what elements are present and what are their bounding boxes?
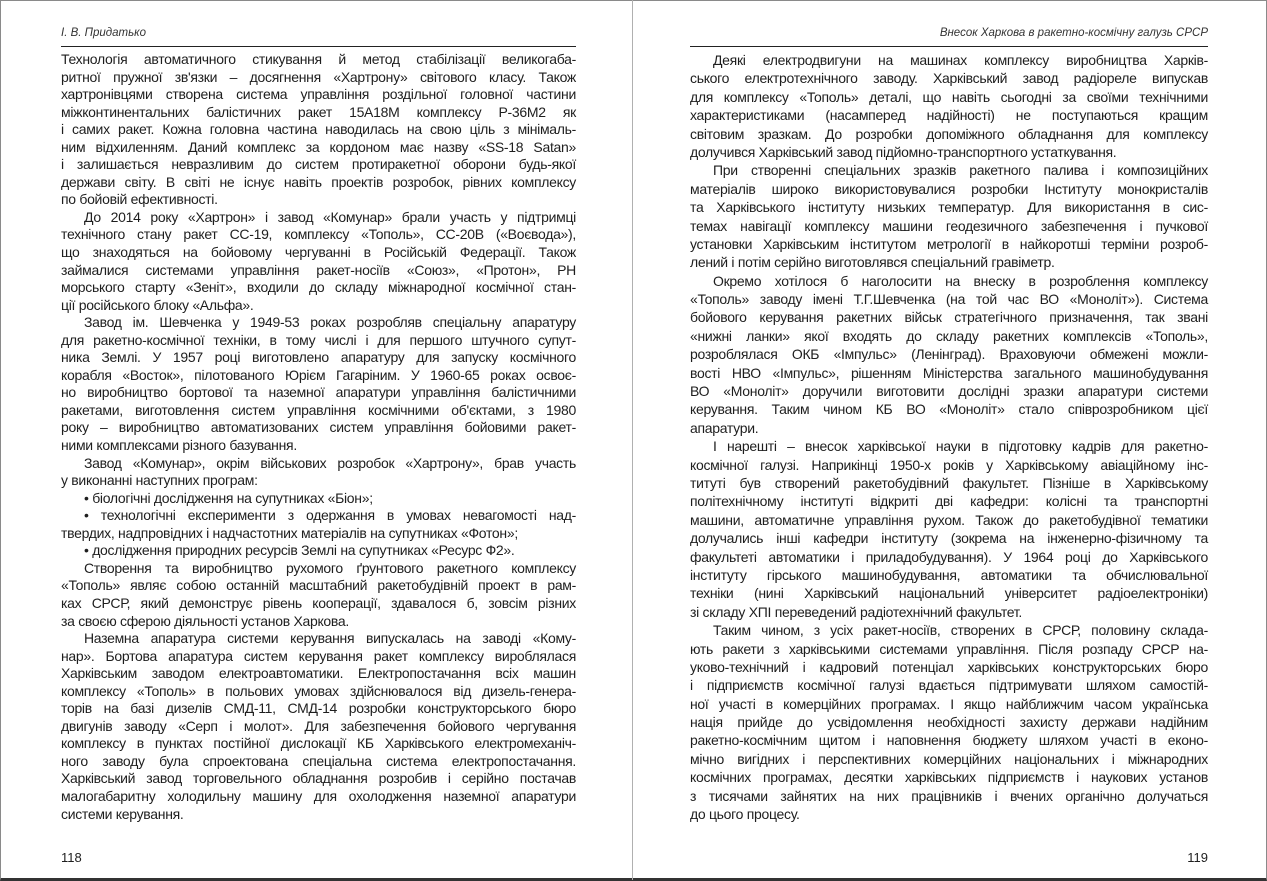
text-line: що знаходяться на бойовому чергуванні в Російській Федерації. Також bbox=[61, 244, 576, 261]
right-page bbox=[690, 0, 1208, 881]
text-line: ВО «Моноліт» доручили виготовити дослідні зразки апаратури системи bbox=[690, 383, 1208, 400]
paragraph bbox=[61, 209, 576, 314]
text-line: Наземна апаратура системи керування випускалась на заводі «Кому- bbox=[84, 630, 576, 647]
text-line: бойового керування ракетних військ стратегічного призначення, так звані bbox=[690, 309, 1208, 326]
text-line: Завод «Комунар», окрім військових розробок «Хартрону», брав участь bbox=[84, 454, 576, 471]
text-line: хартронівцями створена система управління роздільної головної частини bbox=[61, 86, 576, 103]
text-line: корабля «Восток», пілотованого Юрієм Гагаріним. У 1960-65 роках освоє- bbox=[61, 366, 576, 383]
text-line: лений і потім серійно виготовлявся спеціальний гравіметр. bbox=[690, 254, 1055, 271]
text-line: міжконтинентальних балістичних ракет 15А18М комплексу Р-36М2 як bbox=[61, 103, 576, 120]
text-line: но виробництво бортової та наземної апаратури управління балістичними bbox=[61, 384, 576, 401]
text-line: і самих ракет. Кожна головна частина наводилась на свою ціль з мінімаль- bbox=[61, 121, 576, 138]
paragraph bbox=[690, 437, 1208, 621]
text-line: морського старту «Зеніт», входили до складу міжнародної космічної стан- bbox=[61, 279, 576, 296]
text-line: До 2014 року «Хартрон» і завод «Комунар» брали участь у підтримці bbox=[84, 208, 576, 225]
text-line: нар». Бортова апаратура систем керування ракет комплексу вироблялася bbox=[61, 647, 576, 664]
text-line: зі складу ХПІ переведений радіотехнічний факультет. bbox=[690, 603, 1022, 620]
text-line: твердих, надпровідних і надчастотних матеріалів на супутниках «Фотон»; bbox=[61, 524, 518, 541]
text-line: «нижні ланки» якої входять до складу ракетних комплексів «Тополь», bbox=[690, 327, 1208, 344]
paragraph bbox=[61, 490, 576, 508]
text-line: ного заводу була спроектована спеціальна система електропостачання. bbox=[61, 752, 576, 769]
text-line: комплексу в пунктах постійної дислокації КБ Харківського електромеханіч- bbox=[61, 735, 576, 752]
text-line: ракетно-космічним щитом і наповнення бюджету шляхом участі в еконо- bbox=[690, 732, 1208, 749]
text-line: у виконанні наступних програм: bbox=[61, 472, 258, 489]
text-line: долучився Харківський завод підйомно-транспортного устаткування. bbox=[690, 143, 1117, 160]
text-line: за своєю сферою діяльності установ Харкова. bbox=[61, 612, 349, 629]
text-line: «Тополь» заводу імені Т.Г.Шевченка (на той час ВО «Моноліт»). Система bbox=[690, 291, 1208, 308]
paragraph bbox=[61, 542, 576, 560]
text-line: комплексу «Тополь» в польових умовах здійснювалося від дизель-генера- bbox=[61, 682, 576, 699]
text-line: для комплексу «Тополь» деталі, що навіть сьогодні за своїми технічними bbox=[690, 88, 1208, 105]
text-line: Деякі електродвигуни на машинах комплексу виробництва Харків- bbox=[713, 52, 1208, 68]
text-line: розроблялася ОКБ «Імпульс» (Ленінград). Враховуючи обмежені можли- bbox=[690, 346, 1208, 363]
text-line: апаратури. bbox=[690, 419, 759, 436]
text-line: нація прийде до усвідомлення необхідності захисту держави надійним bbox=[690, 714, 1208, 731]
text-line: політехнічному інституті відкриті дві кафедри: колісні та транспортні bbox=[690, 493, 1208, 510]
text-line: • біологічні дослідження на супутниках «Біон»; bbox=[84, 489, 373, 506]
text-line: ції російського блоку «Альфа». bbox=[61, 296, 254, 313]
paragraph bbox=[61, 314, 576, 454]
text-line: ними комплексами різного базування. bbox=[61, 437, 297, 454]
page-body bbox=[690, 51, 1208, 823]
text-line: та Харківського інституту низьких температур. Для використання в сис- bbox=[690, 199, 1208, 216]
paragraph bbox=[690, 161, 1208, 271]
text-line: Створення та виробництво рухомого ґрунтового ракетного комплексу bbox=[84, 559, 576, 576]
text-line: Харківським заводом електроавтоматики. Електропостачання всіх машин bbox=[61, 665, 576, 682]
paragraph bbox=[690, 621, 1208, 823]
text-line: ної участі в комерційних програмах. І якщо найближчим часом українська bbox=[690, 695, 1208, 712]
header-rule bbox=[61, 46, 576, 47]
text-line: керування. Таким чином КБ ВО «Моноліт» стало співрозробником цієї bbox=[690, 401, 1208, 418]
text-line: Таким чином, з усіх ракет-носіїв, створених в СРСР, половину склада- bbox=[713, 622, 1208, 639]
text-line: установки Харківським інститутом метрології в найкоротші терміни розроб- bbox=[690, 235, 1208, 252]
text-line: факультеті автоматики і приладобудування). У 1964 році до Харківського bbox=[690, 548, 1208, 565]
text-line: темах навігації комплексу машини геодезичного забезпечення і пучкової bbox=[690, 217, 1208, 234]
running-header-title: Внесок Харкова в ракетно-космічну галузь СРСР bbox=[939, 27, 1208, 39]
text-line: Окремо хотілося б наголосити на внеску в розроблення комплексу bbox=[713, 272, 1208, 289]
text-line: машини, автоматичне управління рухом. Також до ракетобудівної тематики bbox=[690, 511, 1208, 528]
page-body bbox=[61, 51, 576, 823]
text-line: ють ракети з харківськими системами управління. Після розпаду СРСР на- bbox=[690, 640, 1208, 657]
text-line: вості НВО «Імпульс», рішенням Міністерства загального машинобудування bbox=[690, 364, 1208, 381]
text-line: і залишається невразливим до систем протиракетної оборони будь-якої bbox=[61, 156, 576, 173]
page-gutter bbox=[632, 0, 633, 880]
paragraph bbox=[61, 630, 576, 823]
paragraph bbox=[61, 560, 576, 630]
left-page bbox=[61, 0, 576, 881]
text-line: до цього процесу. bbox=[690, 806, 800, 823]
paragraph bbox=[690, 272, 1208, 438]
page-number: 119 bbox=[1187, 850, 1208, 865]
text-line: мічно вигідних і перспективних комерційних національних і міжнародних bbox=[690, 750, 1208, 767]
text-line: світовим зразкам. До розробки допоміжного обладнання для комплексу bbox=[690, 125, 1208, 142]
header-rule bbox=[690, 46, 1208, 47]
text-line: ракетами, виготовлення систем управління космічними об'єктами, з 1980 bbox=[61, 401, 576, 418]
text-line: займалися системами управління ракет-носіїв «Союз», «Протон», РН bbox=[61, 261, 576, 278]
paragraph bbox=[61, 51, 576, 209]
running-header-author: І. В. Придатько bbox=[61, 27, 146, 39]
paragraph bbox=[61, 507, 576, 542]
page-number: 118 bbox=[61, 850, 82, 865]
text-line: технічного стану ракет СС-19, комплексу «Тополь», СС-20В («Воєвода»), bbox=[61, 226, 576, 243]
text-line: космічних програмах, десятки харківських підприємств і наукових установ bbox=[690, 769, 1208, 786]
text-line: титуті був створений ракетобудівний факультет. Пізніше в Харківському bbox=[690, 474, 1208, 491]
text-line: року – виробництво автоматизованих систем управління бойовими ракет- bbox=[61, 419, 576, 436]
paragraph bbox=[61, 455, 576, 490]
text-line: системи керування. bbox=[61, 805, 184, 822]
text-line: Технологія автоматичного стикування й метод стабілізації великогаба- bbox=[61, 51, 576, 67]
text-line: При створенні спеціальних зразків ракетного палива і композиційних bbox=[713, 162, 1208, 179]
text-line: ках СРСР, який демонструє рівень кооперації, здавалося б, зовсім різних bbox=[61, 594, 576, 611]
text-line: ського електротехнічного заводу. Харківський завод радіореле випускав bbox=[690, 70, 1208, 87]
text-line: уково-технічний і кадровий потенціал харківських конструкторських бюро bbox=[690, 658, 1208, 675]
text-line: техніки (нині Харківський національний університет радіоелектроніки) bbox=[690, 585, 1208, 602]
text-line: для ракетно-космічної техніки, в тому числі і для першого штучного супут- bbox=[61, 331, 576, 348]
text-line: характеристиками (насамперед надійності) не поступаються кращим bbox=[690, 107, 1208, 124]
text-line: торів на базі дизелів СМД-11, СМД-14 розробки конструкторського бюро bbox=[61, 700, 576, 717]
text-line: малогабаритну холодильну машину для охолодження наземної апаратури bbox=[61, 787, 576, 804]
text-line: ритної пружної зв'язки – досягнення «Хартрону» світового класу. Також bbox=[61, 68, 576, 85]
text-line: • технологічні експерименти з одержання в умовах невагомості над- bbox=[84, 507, 576, 524]
text-line: І нарешті – внесок харківської науки в підготовку кадрів для ракетно- bbox=[713, 438, 1208, 455]
text-line: інституту гірського машинобудування, автоматики та обчислювальної bbox=[690, 566, 1208, 583]
text-line: Завод ім. Шевченка у 1949-53 роках розробляв спеціальну апаратуру bbox=[84, 314, 576, 331]
text-line: і підприємств космічної галузі вдається підтримувати шляхом самостій- bbox=[690, 677, 1208, 694]
text-line: Харківський завод торговельного обладнання розробив і серійно постачав bbox=[61, 770, 576, 787]
text-line: держави світу. В світі не існує навіть проектів розробок, рівних комплексу bbox=[61, 173, 576, 190]
text-line: долучались інші кафедри інституту (зокрема на інженерно-фізичному та bbox=[690, 530, 1208, 547]
text-line: ника Землі. У 1957 році виготовлено апаратуру для запуску космічного bbox=[61, 349, 576, 366]
text-line: матеріалів широко використовувалися розробки Інституту монокристалів bbox=[690, 180, 1208, 197]
paragraph bbox=[690, 51, 1208, 161]
text-line: • дослідження природних ресурсів Землі на супутниках «Ресурс Ф2». bbox=[84, 542, 515, 559]
text-line: ним відхиленням. Даний комплекс за кордоном має назву «SS-18 Satan» bbox=[61, 138, 576, 155]
text-line: з тисячами зайнятих на них працівників і вчених органічно долучаться bbox=[690, 787, 1208, 804]
text-line: по бойовій ефективності. bbox=[61, 191, 218, 208]
text-line: «Тополь» являє собою останній масштабний ракетобудівній проект в рам- bbox=[61, 577, 576, 594]
text-line: космічної галузі. Наприкінці 1950-х років у Харківському авіаційному інс- bbox=[690, 456, 1208, 473]
text-line: двигунів заводу «Серп і молот». Для забезпечення бойового чергування bbox=[61, 717, 576, 734]
